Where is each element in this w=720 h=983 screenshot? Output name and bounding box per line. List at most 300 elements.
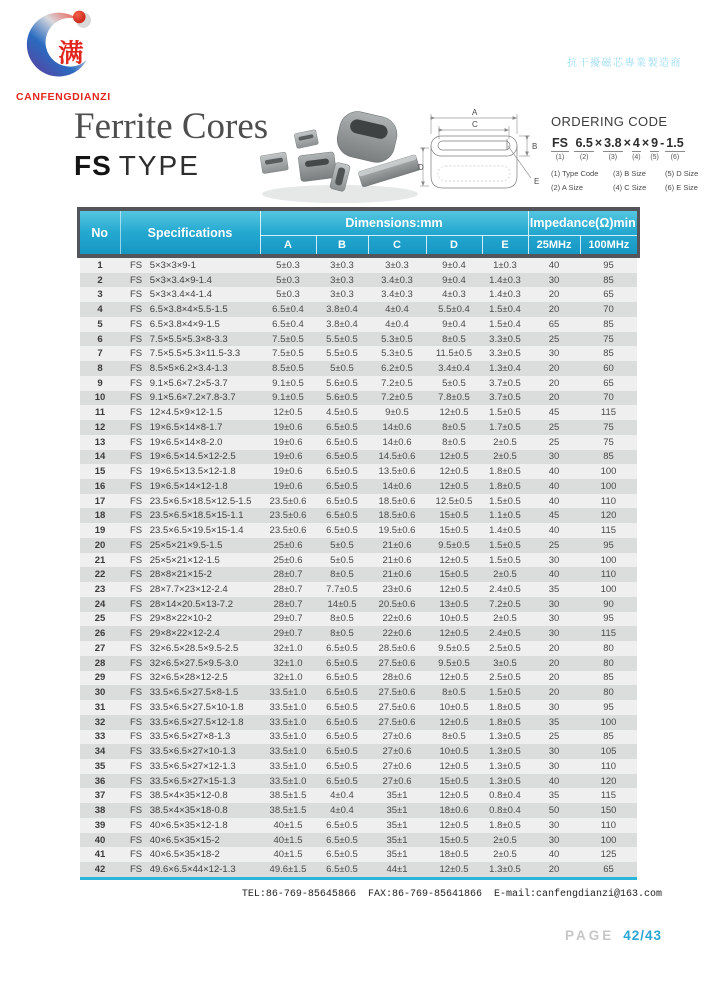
row-no: 1 [97, 259, 103, 271]
dim-a: 33.5±1.0 [269, 716, 307, 728]
dim-e: 1.3±0.5 [489, 731, 521, 743]
ordering-code-segment: 1.5 (6) [666, 136, 684, 161]
dim-e: 1±0.3 [493, 259, 517, 271]
dim-d: 8±0.5 [442, 333, 466, 345]
dim-d: 11.5±0.5 [435, 348, 473, 360]
imp-100mhz: 75 [603, 333, 614, 345]
imp-100mhz: 125 [600, 849, 617, 861]
spec: FS 19×6.5×14×12-1.8 [130, 480, 228, 492]
imp-100mhz: 110 [600, 760, 617, 772]
imp-100mhz: 95 [603, 259, 614, 271]
ordering-code-separator: × [594, 136, 603, 150]
spec: FS 25×5×21×9.5-1.5 [130, 539, 223, 551]
ordering-code-legend [551, 169, 713, 192]
dim-e: 1.4±0.5 [489, 525, 521, 537]
table-row [80, 346, 637, 361]
table-row [80, 582, 637, 597]
imp-25mhz: 30 [548, 451, 560, 463]
dim-e: 1.5±0.4 [489, 304, 521, 316]
dim-a: 33.5±1.0 [269, 775, 307, 787]
imp-25mhz: 45 [548, 407, 560, 419]
dim-e: 1.5±0.5 [489, 687, 521, 699]
col-header-d: D [426, 236, 482, 255]
dim-d: 12±0.5 [439, 790, 469, 802]
dim-e: 2.5±0.5 [489, 642, 521, 654]
dim-e: 1.7±0.5 [489, 421, 521, 433]
col-header-100mhz: 100MHz [580, 236, 637, 255]
dim-e: 1.1±0.5 [489, 510, 521, 522]
col-header-e: E [482, 236, 528, 255]
spec: FS 8.5×5×6.2×3.4-1.3 [130, 363, 228, 374]
table-row [80, 847, 637, 862]
spec: FS 32×6.5×28×12-2.5 [130, 672, 228, 684]
dim-d: 15±0.5 [439, 525, 469, 537]
dim-d: 10±0.5 [439, 613, 469, 625]
imp-100mhz: 90 [603, 598, 614, 610]
imp-25mhz: 30 [548, 760, 560, 772]
dim-e: 7.2±0.5 [489, 598, 521, 610]
dim-d: 10±0.5 [439, 701, 469, 713]
table-row [80, 523, 637, 538]
dim-b: 5.6±0.5 [326, 377, 358, 389]
dim-a: 6.5±0.4 [272, 318, 304, 330]
dim-a: 29±0.7 [273, 613, 303, 625]
spec: FS 33.5×6.5×27×10-1.3 [130, 746, 236, 758]
dim-b: 6.5±0.5 [326, 731, 358, 743]
row-no: 18 [94, 510, 106, 522]
table-row [80, 273, 637, 288]
spec: FS 9.1×5.6×7.2×7.8-3.7 [130, 392, 236, 404]
dim-e: 1.3±0.5 [489, 746, 521, 758]
row-no: 8 [97, 363, 103, 374]
imp-25mhz: 40 [548, 259, 560, 271]
row-no: 21 [94, 554, 106, 566]
dim-c: 27±0.6 [382, 775, 412, 787]
dim-c: 3.4±0.3 [381, 274, 413, 286]
dim-a: 19±0.6 [273, 480, 303, 492]
dim-c: 14±0.6 [382, 436, 412, 448]
table-row [80, 641, 637, 656]
dim-c: 3.4±0.3 [381, 289, 413, 301]
spec: FS 23.5×6.5×19.5×15-1.4 [130, 525, 244, 537]
row-no: 33 [94, 731, 106, 743]
dim-a: 9.1±0.5 [272, 392, 304, 404]
dim-e: 1.5±0.5 [489, 407, 521, 419]
dim-c: 21±0.6 [382, 569, 412, 581]
dim-a: 40±1.5 [273, 819, 303, 831]
page-subtitle [74, 150, 268, 182]
dim-d: 15±0.5 [439, 510, 469, 522]
dim-e: 3.3±0.5 [489, 333, 521, 345]
row-no: 10 [94, 392, 106, 404]
imp-25mhz: 25 [548, 421, 560, 433]
imp-25mhz: 30 [548, 819, 560, 831]
dim-b: 6.5±0.5 [326, 642, 358, 654]
product-photo [252, 106, 424, 206]
imp-100mhz: 85 [603, 348, 614, 360]
imp-100mhz: 75 [603, 421, 614, 433]
dim-label-e: E [534, 177, 540, 186]
legend-item: (1) Type Code [551, 169, 599, 178]
table-row [80, 774, 637, 789]
table-row [80, 715, 637, 730]
row-no: 22 [94, 569, 106, 581]
dim-d: 9±0.4 [442, 259, 466, 271]
ordering-code-separator: - [660, 136, 665, 150]
row-no: 27 [94, 642, 106, 654]
imp-25mhz: 25 [548, 436, 560, 448]
company-logo [16, 6, 136, 103]
imp-100mhz: 80 [603, 657, 614, 669]
imp-25mhz: 65 [548, 318, 560, 330]
imp-100mhz: 85 [603, 318, 614, 330]
row-no: 6 [97, 333, 103, 345]
dim-b: 4±0.4 [330, 790, 354, 802]
dim-label-a: A [472, 108, 478, 117]
imp-25mhz: 40 [548, 466, 560, 478]
dim-d: 4±0.3 [442, 289, 466, 301]
row-no: 20 [94, 539, 106, 551]
imp-100mhz: 65 [603, 289, 614, 301]
spec: FS 33.5×6.5×27.5×8-1.5 [130, 687, 239, 699]
dim-d: 5±0.5 [442, 377, 466, 389]
dim-a: 33.5±1.0 [269, 760, 307, 772]
dim-c: 44±1 [386, 863, 408, 875]
dim-a: 28±0.7 [273, 584, 303, 596]
dim-b: 6.5±0.5 [326, 849, 358, 861]
dim-d: 12±0.5 [439, 554, 469, 566]
dim-d: 15±0.5 [439, 775, 469, 787]
dim-b: 7.7±0.5 [326, 584, 358, 596]
table-row [80, 302, 637, 317]
imp-100mhz: 110 [600, 819, 617, 831]
row-no: 15 [94, 466, 106, 478]
table-row [80, 332, 637, 347]
dim-b: 6.5±0.5 [326, 510, 358, 522]
imp-25mhz: 40 [548, 849, 560, 861]
dim-a: 9.1±0.5 [272, 377, 304, 389]
table-row [80, 730, 637, 745]
imp-100mhz: 105 [600, 746, 617, 758]
table-row [80, 744, 637, 759]
legend-item: (2) A Size [551, 183, 584, 192]
imp-100mhz: 115 [600, 525, 617, 537]
spec: FS 40×6.5×35×18-2 [130, 849, 220, 861]
row-no: 3 [97, 289, 103, 301]
dim-b: 6.5±0.5 [326, 863, 358, 875]
spec: FS 9.1×5.6×7.2×5-3.7 [130, 377, 228, 389]
contact-line: TEL:86-769-85645866 FAX:86-769-85641866 E-mail:canfengdianzi@163.com [241, 889, 662, 900]
legend-item: (3) B Size [613, 169, 646, 178]
dim-d: 12±0.5 [439, 451, 469, 463]
row-no: 25 [94, 613, 106, 625]
dim-a: 7.5±0.5 [272, 333, 304, 345]
imp-25mhz: 40 [548, 525, 560, 537]
dim-c: 7.2±0.5 [381, 377, 413, 389]
imp-100mhz: 150 [600, 805, 617, 817]
table-row [80, 626, 637, 641]
dim-a: 5±0.3 [276, 289, 300, 301]
imp-100mhz: 65 [603, 863, 614, 875]
row-no: 30 [94, 687, 106, 699]
dim-d: 5.5±0.4 [438, 304, 470, 316]
dim-a: 6.5±0.4 [272, 304, 304, 316]
dim-b: 6.5±0.5 [326, 819, 358, 831]
spec: FS 5×3×3.4×4-1.4 [130, 289, 212, 301]
dim-b: 5±0.5 [330, 363, 354, 374]
dim-c: 5.3±0.5 [381, 333, 413, 345]
spec: FS 19×6.5×13.5×12-1.8 [130, 466, 236, 478]
imp-25mhz: 45 [548, 510, 560, 522]
dim-e: 1.8±0.5 [489, 716, 521, 728]
imp-100mhz: 100 [600, 466, 617, 478]
dim-e: 2±0.5 [493, 613, 517, 625]
table-row [80, 612, 637, 627]
spec-table-body [80, 258, 637, 878]
imp-100mhz: 100 [600, 834, 617, 846]
row-no: 16 [94, 480, 106, 492]
imp-25mhz: 40 [548, 775, 560, 787]
imp-25mhz: 25 [548, 539, 560, 551]
imp-25mhz: 30 [548, 701, 560, 713]
row-no: 13 [94, 436, 106, 448]
dim-d: 12±0.5 [439, 819, 469, 831]
row-no: 12 [94, 421, 106, 433]
dim-c: 27±0.6 [382, 746, 412, 758]
table-row [80, 788, 637, 803]
dim-a: 19±0.6 [273, 421, 303, 433]
imp-25mhz: 50 [548, 805, 560, 817]
imp-25mhz: 25 [548, 731, 560, 743]
dim-d: 13±0.5 [439, 598, 469, 610]
dim-a: 23.5±0.6 [269, 510, 307, 522]
row-no: 36 [94, 775, 106, 787]
spec: FS 23.5×6.5×18.5×15-1.1 [130, 510, 244, 522]
dim-b: 6.5±0.5 [326, 775, 358, 787]
row-no: 9 [97, 377, 103, 389]
table-header [80, 211, 637, 254]
row-no: 4 [97, 304, 103, 316]
page-footer [565, 928, 662, 943]
imp-25mhz: 30 [548, 554, 560, 566]
dim-e: 1.4±0.3 [489, 289, 521, 301]
row-no: 17 [94, 495, 106, 507]
table-row [80, 287, 637, 302]
table-row [80, 420, 637, 435]
dim-a: 23.5±0.6 [269, 495, 307, 507]
dim-b: 6.5±0.5 [326, 716, 358, 728]
row-no: 37 [94, 790, 106, 802]
dim-a: 12±0.5 [273, 407, 303, 419]
table-row [80, 671, 637, 686]
col-header-c: C [368, 236, 426, 255]
spec: FS 29×8×22×10-2 [130, 613, 212, 625]
imp-100mhz: 85 [603, 274, 614, 286]
dim-c: 22±0.6 [382, 628, 412, 640]
table-row [80, 435, 637, 450]
imp-100mhz: 100 [600, 554, 617, 566]
imp-25mhz: 20 [548, 687, 560, 699]
dim-e: 3.7±0.5 [489, 377, 521, 389]
imp-25mhz: 20 [548, 642, 560, 654]
dim-e: 1.4±0.3 [489, 274, 521, 286]
dim-a: 40±1.5 [273, 834, 303, 846]
table-row [80, 450, 637, 465]
dim-a: 38.5±1.5 [269, 805, 307, 817]
table-row [80, 700, 637, 715]
dim-a: 7.5±0.5 [272, 348, 304, 360]
row-no: 41 [94, 849, 106, 861]
dim-b: 6.5±0.5 [326, 701, 358, 713]
col-group-dimensions: Dimensions:mm [260, 211, 528, 236]
ordering-code-separator: × [641, 136, 650, 150]
dim-d: 9±0.4 [442, 274, 466, 286]
dim-e: 2±0.5 [493, 451, 517, 463]
imp-100mhz: 70 [603, 392, 614, 404]
spec: FS 19×6.5×14×8-1.7 [130, 421, 223, 433]
col-header-a: A [260, 236, 316, 255]
dim-e: 2±0.5 [493, 849, 517, 861]
spec: FS 49.6×6.5×44×12-1.3 [130, 863, 236, 875]
spec: FS 33.5×6.5×27×15-1.3 [130, 775, 236, 787]
dim-b: 6.5±0.5 [326, 746, 358, 758]
row-no: 19 [94, 525, 106, 537]
row-no: 26 [94, 628, 106, 640]
imp-25mhz: 20 [548, 672, 560, 684]
imp-100mhz: 100 [600, 584, 617, 596]
dim-b: 4.5±0.5 [326, 407, 358, 419]
dim-d: 18±0.5 [439, 849, 469, 861]
legend-item: (6) E Size [665, 183, 698, 192]
dim-b: 6.5±0.5 [326, 672, 358, 684]
spec: FS 7.5×5.5×5.3×11.5-3.3 [130, 348, 241, 360]
dim-e: 1.3±0.5 [489, 863, 521, 875]
dim-a: 33.5±1.0 [269, 687, 307, 699]
dim-b: 6.5±0.5 [326, 760, 358, 772]
imp-100mhz: 95 [603, 539, 614, 551]
dim-e: 1.5±0.4 [489, 318, 521, 330]
dim-c: 4±0.4 [385, 318, 409, 330]
dim-d: 8±0.5 [442, 687, 466, 699]
table-header-frame [77, 207, 640, 258]
dim-c: 14.5±0.6 [378, 451, 416, 463]
dim-d: 12±0.5 [439, 407, 469, 419]
dim-a: 33.5±1.0 [269, 731, 307, 743]
spec: FS 28×8×21×15-2 [130, 569, 212, 581]
type-word: TYPE [118, 149, 200, 181]
dim-b: 5±0.5 [330, 539, 354, 551]
row-no: 11 [94, 407, 106, 419]
legend-item: (4) C Size [613, 183, 647, 192]
dim-b: 6.5±0.5 [326, 421, 358, 433]
spec: FS 38.5×4×35×12-0.8 [130, 790, 228, 802]
imp-25mhz: 20 [548, 657, 560, 669]
dim-d: 12±0.5 [439, 628, 469, 640]
dim-e: 2±0.5 [493, 569, 517, 581]
page-title: Ferrite Cores [74, 106, 269, 147]
dim-d: 12.5±0.5 [435, 495, 473, 507]
type-code: FS [74, 149, 112, 181]
row-no: 2 [97, 274, 103, 286]
imp-25mhz: 40 [548, 480, 560, 492]
imp-25mhz: 30 [548, 348, 560, 360]
title-block [74, 108, 268, 182]
dim-d: 9.5±0.5 [438, 539, 470, 551]
col-header-specifications: Specifications [120, 211, 260, 254]
dim-c: 23±0.6 [382, 584, 412, 596]
dim-label-c: C [472, 120, 478, 129]
imp-25mhz: 20 [548, 392, 560, 404]
dim-c: 14±0.6 [382, 421, 412, 433]
page-number: 42/43 [623, 928, 662, 943]
table-row [80, 818, 637, 833]
spec: FS 33.5×6.5×27×12-1.3 [130, 760, 236, 772]
row-no: 42 [94, 863, 106, 875]
table-row [80, 567, 637, 582]
dim-a: 32±1.0 [273, 672, 303, 684]
spec: FS 32×6.5×28.5×9.5-2.5 [130, 642, 239, 654]
imp-100mhz: 80 [603, 642, 614, 654]
dim-b: 6.5±0.5 [326, 525, 358, 537]
imp-25mhz: 40 [548, 495, 560, 507]
imp-100mhz: 120 [600, 510, 617, 522]
dim-c: 27.5±0.6 [378, 687, 416, 699]
imp-100mhz: 75 [603, 436, 614, 448]
dim-d: 12±0.5 [439, 716, 469, 728]
dim-c: 5.3±0.5 [381, 348, 413, 360]
row-no: 28 [94, 657, 106, 669]
imp-100mhz: 65 [603, 377, 614, 389]
dim-a: 8.5±0.5 [272, 363, 304, 374]
dim-b: 4±0.4 [330, 805, 354, 817]
dim-a: 25±0.6 [273, 554, 303, 566]
ordering-code-segments [551, 136, 713, 161]
dim-b: 6.5±0.5 [326, 657, 358, 669]
legend-item: (5) D Size [665, 169, 699, 178]
dim-c: 9±0.5 [385, 407, 409, 419]
col-group-impedance: Impedance(Ω)min [528, 211, 637, 236]
dim-c: 22±0.6 [382, 613, 412, 625]
spec: FS 5×3×3.4×9-1.4 [130, 274, 212, 286]
dim-b: 6.5±0.5 [326, 834, 358, 846]
dim-d: 9.5±0.5 [438, 642, 470, 654]
imp-100mhz: 80 [603, 687, 614, 699]
dim-d: 8±0.5 [442, 421, 466, 433]
dim-c: 27.5±0.6 [378, 657, 416, 669]
dim-b: 5.5±0.5 [326, 348, 358, 360]
table-row [80, 494, 637, 509]
dim-d: 12±0.5 [439, 760, 469, 772]
dim-b: 3±0.3 [330, 274, 354, 286]
row-no: 29 [94, 672, 106, 684]
imp-100mhz: 110 [600, 495, 617, 507]
table-row [80, 685, 637, 700]
dim-a: 49.6±1.5 [269, 863, 307, 875]
dim-a: 32±1.0 [273, 642, 303, 654]
imp-25mhz: 30 [548, 628, 560, 640]
dim-a: 40±1.5 [273, 849, 303, 861]
dim-b: 3.8±0.4 [326, 304, 358, 316]
dim-c: 35±1 [386, 819, 408, 831]
dim-e: 1.3±0.4 [489, 363, 521, 374]
imp-100mhz: 100 [600, 716, 617, 728]
spec: FS 5×3×3×9-1 [130, 259, 197, 271]
dim-b: 5±0.5 [330, 554, 354, 566]
row-no: 7 [97, 348, 103, 360]
dim-d: 12±0.5 [439, 672, 469, 684]
table-row [80, 361, 637, 376]
col-header-25mhz: 25MHz [528, 236, 580, 255]
